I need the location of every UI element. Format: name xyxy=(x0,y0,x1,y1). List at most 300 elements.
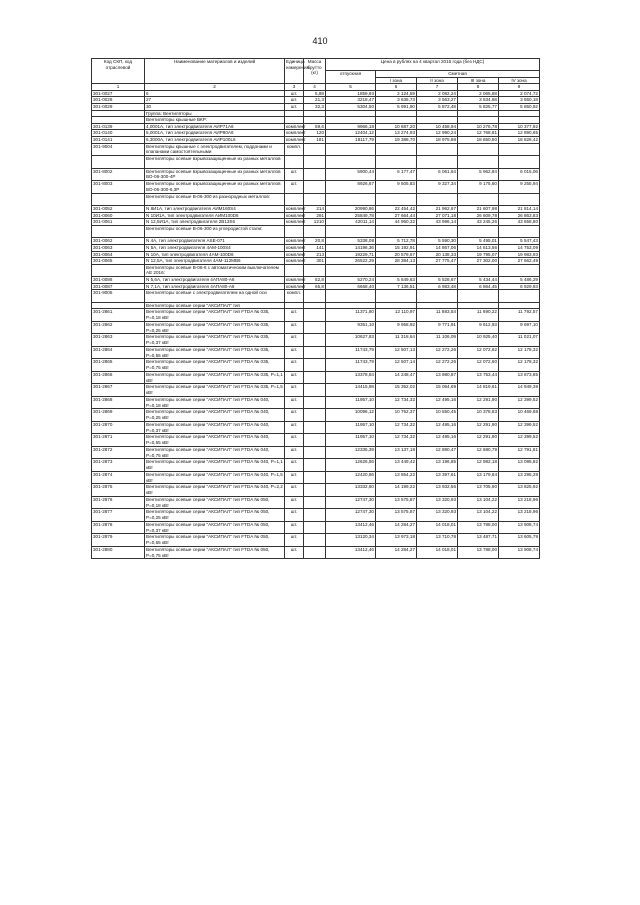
zone-1-price-cell: 19 388,70 xyxy=(376,136,417,143)
zone-2-price-cell: 15 064,69 xyxy=(417,384,458,397)
name-cell: Вентиляторы осевые серии "АКСИПАЛ" тип FTDA № 050, Р=0,25 кВт xyxy=(145,509,285,522)
code-cell: 301-2878 xyxy=(92,521,145,534)
zone-2-price-cell: 21 962,67 xyxy=(417,206,458,213)
zone-1-price-cell: 6 177,47 xyxy=(376,168,417,181)
zone-1-price-cell: 7 136,51 xyxy=(376,283,417,290)
zone-1-price-cell xyxy=(376,110,417,117)
zone-1-price-cell: 13 274,93 xyxy=(376,130,417,137)
zone-4-price-cell: 12 399,52 xyxy=(499,421,540,434)
name-cell: Вентиляторы осевые серии "АКСИПАЛ" тип FTDA № 050, Р=0,18 кВт xyxy=(145,496,285,509)
zone-4-price-cell: 13 908,74 xyxy=(499,546,540,559)
zone-4-price-cell: 13 218,96 xyxy=(499,496,540,509)
header-release: отпускная xyxy=(326,71,376,84)
zone-2-price-cell: 43 996,14 xyxy=(417,219,458,226)
zone-4-price-cell: 13 295,28 xyxy=(499,471,540,484)
name-cell: N 8И1А, тип электродвигателя АИМ160S4 xyxy=(145,206,285,213)
unit-cell: шт. xyxy=(285,103,304,110)
release-price-cell xyxy=(326,117,376,124)
zone-1-price-cell: 13 973,18 xyxy=(376,534,417,547)
unit-cell xyxy=(285,302,304,309)
unit-cell: комплект xyxy=(286,258,306,264)
mass-cell xyxy=(304,371,326,384)
zone-3-price-cell: 5 434,44 xyxy=(458,277,499,284)
mass-cell xyxy=(304,409,326,422)
mass-cell xyxy=(304,321,326,334)
code-cell: 301-0027 xyxy=(92,90,145,97)
unit-cell: шт. xyxy=(285,546,304,559)
table-row xyxy=(92,123,540,130)
zone-4-price-cell: 43 658,80 xyxy=(499,219,540,226)
code-cell: 301-2874 xyxy=(92,471,145,484)
zone-2-price-cell xyxy=(417,156,458,169)
zone-2-price-cell: 12 495,16 xyxy=(417,434,458,447)
zone-2-price-cell: 13 980,87 xyxy=(417,371,458,384)
zone-4-price-cell: 13 908,74 xyxy=(499,521,540,534)
zone-2-price-cell xyxy=(417,225,458,238)
name-cell: Вентиляторы осевые серии "АКСИПАЛ" тип FTDA № 040, Р=0,37 кВт xyxy=(145,421,285,434)
zone-4-price-cell: 6 015,06 xyxy=(499,168,540,181)
mass-cell: 181 xyxy=(304,136,326,143)
zone-1-price-cell xyxy=(376,225,417,238)
unit-cell: компл. xyxy=(285,143,304,156)
zone-3-price-cell xyxy=(458,117,499,124)
code-cell xyxy=(92,156,145,169)
name-cell: Вентиляторы крышные ВКР: xyxy=(145,117,285,124)
zone-1-price-cell: 22 454,42 xyxy=(376,206,417,213)
code-cell: 301-2877 xyxy=(92,509,145,522)
code-cell xyxy=(92,225,145,238)
mass-cell xyxy=(304,396,326,409)
release-price-cell: 13332,60 xyxy=(326,484,376,497)
zone-3-price-cell: 13 788,00 xyxy=(458,546,499,559)
code-cell: 301-2867 xyxy=(92,384,145,397)
zone-2-price-cell: 12 890,47 xyxy=(417,446,458,459)
zone-3-price-cell: 12 072,60 xyxy=(458,359,499,372)
zone-1-price-cell: 13 575,87 xyxy=(376,496,417,509)
zone-3-price-cell: 10 925,40 xyxy=(458,334,499,347)
unit-cell xyxy=(285,110,304,117)
zone-1-price-cell: 14 284,27 xyxy=(376,546,417,559)
mass-cell xyxy=(304,384,326,397)
table-row xyxy=(92,277,540,284)
zone-2-price-cell: 12 272,26 xyxy=(417,359,458,372)
zone-1-price-cell xyxy=(376,290,417,303)
zone-4-price-cell: 6 929,93 xyxy=(499,283,540,290)
unit-cell: шт. xyxy=(285,421,304,434)
table-row xyxy=(92,371,540,384)
zone-3-price-cell: 12 291,90 xyxy=(458,434,499,447)
release-price-cell: 11957,10 xyxy=(326,396,376,409)
mass-cell xyxy=(304,290,326,303)
zone-3-price-cell: 9 612,93 xyxy=(458,321,499,334)
mass-cell xyxy=(304,509,326,522)
name-cell: Вентиляторы осевые серии "АКСИПАЛ" тип FTDA № 035, Р=0,37 кВт xyxy=(145,334,285,347)
name-cell: Вентиляторы осевые серии "АКСИПАЛ" тип FTDA № 040, Р=0,75 кВт xyxy=(145,446,285,459)
col-number: 8 xyxy=(458,84,499,91)
zone-3-price-cell xyxy=(458,290,499,303)
name-cell: Вентиляторы осевые серии "АКСИПАЛ" тип FTDA № 040, Р=1,1 кВт xyxy=(146,459,283,471)
name-cell: N 12,5И1А, тип электродвигателя 2В13S6 xyxy=(145,219,285,226)
zone-4-price-cell: 13 218,96 xyxy=(499,509,540,522)
zone-4-price-cell: 27 562,49 xyxy=(499,258,540,265)
mass-cell: 301 xyxy=(304,258,326,265)
zone-1-price-cell: 15 192,91 xyxy=(376,244,417,251)
code-cell xyxy=(92,264,145,277)
release-price-cell: 13412,46 xyxy=(326,546,376,559)
zone-4-price-cell: 10 469,68 xyxy=(499,409,540,422)
header-name: Наименование материалов и изделий xyxy=(145,59,285,84)
zone-1-price-cell: 13 864,22 xyxy=(376,471,417,484)
zone-1-price-cell xyxy=(376,156,417,169)
table-row xyxy=(92,421,540,434)
col-number: 7 xyxy=(417,84,458,91)
unit-cell: комплект xyxy=(286,206,306,212)
zone-2-price-cell: 3 563,27 xyxy=(417,97,458,104)
unit-cell: комплект xyxy=(286,123,306,129)
zone-4-price-cell: 12 399,52 xyxy=(499,434,540,447)
col-number: 9 xyxy=(499,84,540,91)
unit-cell: шт. xyxy=(285,334,304,347)
name-cell: Вентиляторы осевые с электродвигателем на одной оси xyxy=(145,290,285,303)
table-row xyxy=(92,459,540,472)
code-cell: 301-2864 xyxy=(92,346,145,359)
release-price-cell: 5304,50 xyxy=(326,103,376,110)
code-cell: 301-2865 xyxy=(92,359,145,372)
name-cell: 6 xyxy=(145,90,285,97)
release-price-cell xyxy=(326,193,376,206)
zone-4-price-cell xyxy=(499,290,540,303)
code-cell: 301-2871 xyxy=(92,434,145,447)
mass-cell xyxy=(304,193,326,206)
zone-1-price-cell: 27 664,44 xyxy=(376,212,417,219)
table-row xyxy=(92,546,540,559)
table-row xyxy=(92,321,540,334)
release-price-cell: 25849,78 xyxy=(326,212,376,219)
name-cell: 27 xyxy=(145,97,285,104)
zone-4-price-cell: 13 873,85 xyxy=(499,371,540,384)
unit-cell: шт. xyxy=(285,384,304,397)
zone-4-price-cell xyxy=(499,302,540,309)
col-number: 5 xyxy=(326,84,376,91)
zone-2-price-cell: 12 495,16 xyxy=(417,421,458,434)
zone-4-price-cell xyxy=(499,193,540,206)
mass-cell xyxy=(304,117,326,124)
zone-4-price-cell: 2 074,72 xyxy=(499,90,540,97)
zone-2-price-cell: 13 196,85 xyxy=(417,459,458,472)
table-row xyxy=(92,534,540,547)
table-row xyxy=(92,409,540,422)
zone-1-price-cell: 10 687,20 xyxy=(376,123,417,130)
zone-4-price-cell xyxy=(499,110,540,117)
release-price-cell: 13378,84 xyxy=(326,371,376,384)
zone-4-price-cell: 12 178,32 xyxy=(499,359,540,372)
release-price-cell: 5270,24 xyxy=(326,277,376,284)
zone-2-price-cell: 13 932,56 xyxy=(417,484,458,497)
zone-2-price-cell: 11 883,54 xyxy=(417,309,458,322)
zone-2-price-cell: 13 710,78 xyxy=(417,534,458,547)
unit-cell: шт. xyxy=(285,396,304,409)
mass-cell xyxy=(304,496,326,509)
zone-3-price-cell: 27 302,00 xyxy=(458,258,499,265)
release-price-cell: 10627,83 xyxy=(326,334,376,347)
zone-3-price-cell: 19 795,07 xyxy=(458,251,499,258)
release-price-cell: 42011,14 xyxy=(326,219,376,226)
zone-1-price-cell: 15 352,02 xyxy=(376,384,417,397)
group-row xyxy=(92,110,540,117)
table-row xyxy=(92,130,540,137)
unit-cell xyxy=(285,193,304,206)
zone-3-price-cell: 43 245,26 xyxy=(458,219,499,226)
header-mass: Масса брутто (кг) xyxy=(304,59,326,84)
unit-cell xyxy=(285,117,304,124)
name-cell: Вентиляторы осевые серии "АКСИПАЛ" тип FTDA № 035, Р=1,1 кВт xyxy=(146,371,283,383)
release-price-cell: 19229,71 xyxy=(326,251,376,258)
unit-cell: шт. xyxy=(285,471,304,484)
table-row xyxy=(92,434,540,447)
zone-1-price-cell xyxy=(376,143,417,156)
code-cell: 301-2875 xyxy=(92,484,145,497)
release-price-cell: 10096,12 xyxy=(326,409,376,422)
zone-1-price-cell: 44 960,32 xyxy=(376,219,417,226)
zone-1-price-cell: 13 449,42 xyxy=(376,459,417,472)
table-row xyxy=(92,136,540,143)
unit-cell: шт. xyxy=(285,434,304,447)
unit-cell: шт. xyxy=(285,371,304,384)
release-price-cell: 12335,39 xyxy=(326,446,376,459)
name-cell: Группа: Вентиляторы xyxy=(145,110,285,117)
zone-3-price-cell: 14 613,56 xyxy=(458,244,499,251)
column-numbers-row xyxy=(92,84,540,91)
zone-4-price-cell xyxy=(499,225,540,238)
zone-2-price-cell: 2 082,24 xyxy=(417,90,458,97)
unit-cell: шт. xyxy=(285,168,304,181)
zone-2-price-cell: 5 528,67 xyxy=(417,277,458,284)
zone-3-price-cell: 10 276,78 xyxy=(458,123,499,130)
release-price-cell: 11957,10 xyxy=(326,421,376,434)
zone-2-price-cell: 13 320,93 xyxy=(417,496,458,509)
zone-1-price-cell: 14 248,47 xyxy=(376,371,417,384)
unit-cell: шт. xyxy=(285,409,304,422)
zone-4-price-cell: 9 697,10 xyxy=(499,321,540,334)
release-price-cell: 12420,86 xyxy=(326,471,376,484)
table-row xyxy=(92,346,540,359)
zone-3-price-cell xyxy=(458,156,499,169)
zone-1-price-cell: 3 635,73 xyxy=(376,97,417,104)
table-row xyxy=(92,521,540,534)
zone-2-price-cell xyxy=(417,302,458,309)
table-row xyxy=(92,97,540,104)
zone-4-price-cell: 18 828,42 xyxy=(499,136,540,143)
table-row xyxy=(92,206,540,213)
table-row xyxy=(92,238,540,245)
group-row xyxy=(92,193,540,206)
mass-cell: 141 xyxy=(304,244,326,251)
code-cell: 301-0140 xyxy=(92,130,145,137)
group-row xyxy=(92,264,540,277)
unit-cell: шт. xyxy=(285,97,304,104)
release-price-cell: 5900,44 xyxy=(326,168,376,181)
zone-3-price-cell: 12 291,90 xyxy=(458,421,499,434)
zone-4-price-cell: 14 949,39 xyxy=(499,384,540,397)
zone-2-price-cell: 6 061,64 xyxy=(417,168,458,181)
mass-cell xyxy=(304,546,326,559)
mass-cell xyxy=(304,346,326,359)
code-cell: 301-2868 xyxy=(92,396,145,409)
zone-2-price-cell xyxy=(417,193,458,206)
unit-cell: шт. xyxy=(285,346,304,359)
table-row xyxy=(92,168,540,181)
code-cell: 301-2862 xyxy=(92,321,145,334)
table-row xyxy=(92,181,540,194)
mass-cell xyxy=(304,143,326,156)
name-cell: Вентиляторы осевые В-06-300 из разнородных металлов: xyxy=(145,193,285,206)
zone-1-price-cell: 12 507,14 xyxy=(376,359,417,372)
zone-4-price-cell: 12 791,81 xyxy=(499,446,540,459)
zone-4-price-cell: 10 377,92 xyxy=(499,123,540,130)
zone-4-price-cell: 11 021,07 xyxy=(499,334,540,347)
code-cell: 301-0065 xyxy=(92,258,145,265)
group-row xyxy=(92,156,540,169)
zone-1-price-cell: 5 649,63 xyxy=(376,277,417,284)
code-cell xyxy=(92,302,145,309)
code-cell: 301-0087 xyxy=(92,283,145,290)
name-cell: 30 xyxy=(145,103,285,110)
release-price-cell xyxy=(326,290,376,303)
release-price-cell: 11957,10 xyxy=(326,434,376,447)
release-price-cell xyxy=(326,110,376,117)
zone-3-price-cell: 13 788,00 xyxy=(458,521,499,534)
name-cell: Вентиляторы крышные с электродвигателем, поддонами и клапанами самостоятельными xyxy=(145,143,285,156)
zone-1-price-cell: 20 579,67 xyxy=(376,251,417,258)
unit-cell: шт. xyxy=(285,321,304,334)
table-row xyxy=(92,290,540,303)
zone-2-price-cell: 5 590,30 xyxy=(417,238,458,245)
unit-cell: шт. xyxy=(285,359,304,372)
name-cell: Вентиляторы осевые серии "АКСИПАЛ" тип FTDA № 050, Р=0,55 кВт xyxy=(145,534,285,547)
release-price-cell: 3218,47 xyxy=(326,97,376,104)
name-cell: N 10И1А, тип электродвигателя АИМ100D6 xyxy=(145,212,285,219)
code-cell: 301-0141 xyxy=(92,136,145,143)
zone-1-price-cell: 2 124,59 xyxy=(376,90,417,97)
code-cell: 301-2861 xyxy=(92,309,145,322)
unit-cell: шт. xyxy=(285,181,304,194)
zone-1-price-cell: 5 712,78 xyxy=(376,238,417,245)
code-cell: 301-9004 xyxy=(92,143,145,156)
group-row xyxy=(92,117,540,124)
code-cell: 301-9005 xyxy=(92,290,145,303)
release-price-cell: 12404,12 xyxy=(326,130,376,137)
release-price-cell: 5338,08 xyxy=(326,238,376,245)
zone-2-price-cell: 12 495,16 xyxy=(417,396,458,409)
zone-3-price-cell: 6 864,45 xyxy=(458,283,499,290)
mass-cell: 65,8 xyxy=(304,283,326,290)
code-cell: 301-2872 xyxy=(92,446,145,459)
name-cell: N 10А, тип электродвигателя 4АМ-100D6 xyxy=(145,251,285,258)
release-price-cell: 11743,79 xyxy=(326,346,376,359)
unit-cell: шт. xyxy=(285,496,304,509)
zone-3-price-cell xyxy=(458,264,499,277)
table-row xyxy=(92,334,540,347)
zone-4-price-cell xyxy=(499,264,540,277)
zone-1-price-cell: 11 318,64 xyxy=(376,334,417,347)
table-row xyxy=(92,103,540,110)
mass-cell xyxy=(304,471,326,484)
name-cell: 6,3000А, тип электродвигателя АИР100L6 xyxy=(145,136,285,143)
table-row xyxy=(92,143,540,156)
zone-4-price-cell: 13 605,79 xyxy=(499,534,540,547)
unit-cell: комплект xyxy=(286,136,306,142)
zone-4-price-cell: 13 095,82 xyxy=(499,459,540,472)
group-row xyxy=(92,225,540,238)
zone-1-price-cell: 5 991,90 xyxy=(376,103,417,110)
release-price-cell: 12747,30 xyxy=(326,509,376,522)
unit-cell: шт. xyxy=(285,309,304,322)
mass-cell xyxy=(304,434,326,447)
release-price-cell: 26522,29 xyxy=(326,258,376,265)
release-price-cell: 14415,98 xyxy=(326,384,376,397)
zone-3-price-cell xyxy=(458,225,499,238)
zone-3-price-cell: 12 982,18 xyxy=(458,459,499,472)
release-price-cell: 9966,18 xyxy=(326,123,376,130)
name-cell: Вентиляторы осевые серии "АКСИПАЛ" тип FTDA № 035, Р=0,55 кВт xyxy=(145,346,285,359)
mass-cell xyxy=(304,264,326,277)
zone-2-price-cell: 12 272,26 xyxy=(417,346,458,359)
zone-4-price-cell: 5 486,29 xyxy=(499,277,540,284)
zone-3-price-cell: 13 179,84 xyxy=(458,471,499,484)
zone-2-price-cell: 27 775,47 xyxy=(417,258,458,265)
mass-cell xyxy=(304,484,326,497)
release-price-cell: 12626,56 xyxy=(326,459,376,472)
zone-3-price-cell: 13 753,44 xyxy=(458,371,499,384)
mass-cell xyxy=(304,459,326,472)
zone-1-price-cell xyxy=(376,193,417,206)
name-cell: Вентиляторы осевые взрывозащищенные из разных металлов ВО-06-300-4Р xyxy=(145,168,285,181)
zone-3-price-cell: 12 072,62 xyxy=(458,346,499,359)
table-row xyxy=(92,446,540,459)
table-row xyxy=(92,509,540,522)
mass-cell xyxy=(304,534,326,547)
zone-1-price-cell: 10 752,37 xyxy=(376,409,417,422)
release-price-cell xyxy=(326,156,376,169)
table-row xyxy=(92,396,540,409)
header-code: Код СКП, код отраслевой xyxy=(92,59,145,84)
unit-cell: шт. xyxy=(285,509,304,522)
zone-1-price-cell: 13 137,18 xyxy=(376,446,417,459)
zone-2-price-cell: 6 983,48 xyxy=(417,283,458,290)
name-cell: Вентиляторы осевые серии "АКСИПАЛ" тип FTDA № 040, Р=0,18 кВт xyxy=(145,396,285,409)
zone-2-price-cell: 9 771,91 xyxy=(417,321,458,334)
mass-cell: 59,6 xyxy=(304,123,326,130)
name-cell: Вентиляторы осевые серии "АКСИПАЛ" тип FTDA № 040, Р=2,2 кВт xyxy=(146,484,283,496)
header-zone-4: IV зона xyxy=(499,77,540,84)
zone-2-price-cell: 13 320,93 xyxy=(417,509,458,522)
mass-cell xyxy=(304,446,326,459)
mass-cell xyxy=(304,156,326,169)
mass-cell: 21,3 xyxy=(304,97,326,104)
code-cell: 301-0062 xyxy=(92,238,145,245)
zone-1-price-cell: 14 284,27 xyxy=(376,521,417,534)
zone-4-price-cell xyxy=(499,117,540,124)
col-number: 2 xyxy=(145,84,285,91)
zone-2-price-cell xyxy=(417,264,458,277)
zone-1-price-cell xyxy=(376,302,417,309)
name-cell: N 7,1А, тип электродвигателя 4АПА80-А6 xyxy=(145,283,285,290)
zone-3-price-cell: 13 487,71 xyxy=(458,534,499,547)
header-zone-1: I зона xyxy=(376,77,417,84)
name-cell: Вентиляторы осевые взрывозащищенные из разных металлов xyxy=(145,156,285,169)
unit-cell: шт. xyxy=(285,534,304,547)
zone-1-price-cell: 12 734,32 xyxy=(376,396,417,409)
